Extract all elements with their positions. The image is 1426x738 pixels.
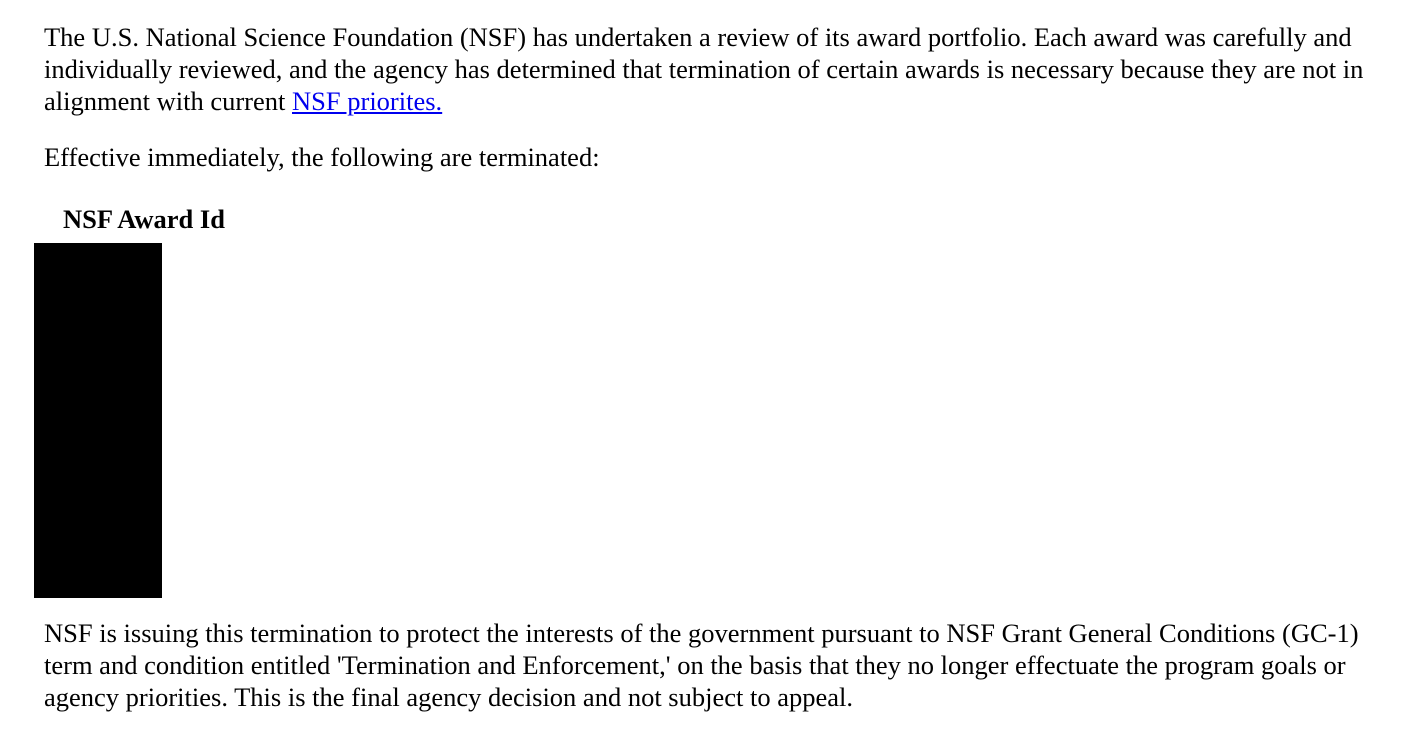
intro-text: The U.S. National Science Foundation (NSF) has undertaken a review of its award portfolio. Each award was carefully and individually reviewed, and the agency has determined that termination of certain awards is necessary because they are not in alignment with current: [44, 22, 1364, 116]
intro-paragraph: [44, 21, 1374, 117]
nsf-priorities-link[interactable]: NSF priorites.: [292, 86, 443, 116]
closing-paragraph: NSF is issuing this termination to protect the interests of the government pursuant to NSF Grant General Conditions (GC-1) term and condition entitled 'Termination and Enforcement,' on the basis that they no longer effectuate the program goals or agency priorities. This is the final agency decision and not subject to appeal.: [44, 618, 1359, 712]
effective-statement: Effective immediately, the following are terminated:: [44, 142, 600, 172]
redacted-award-ids: [34, 243, 162, 598]
award-id-column-header: NSF Award Id: [63, 204, 225, 234]
